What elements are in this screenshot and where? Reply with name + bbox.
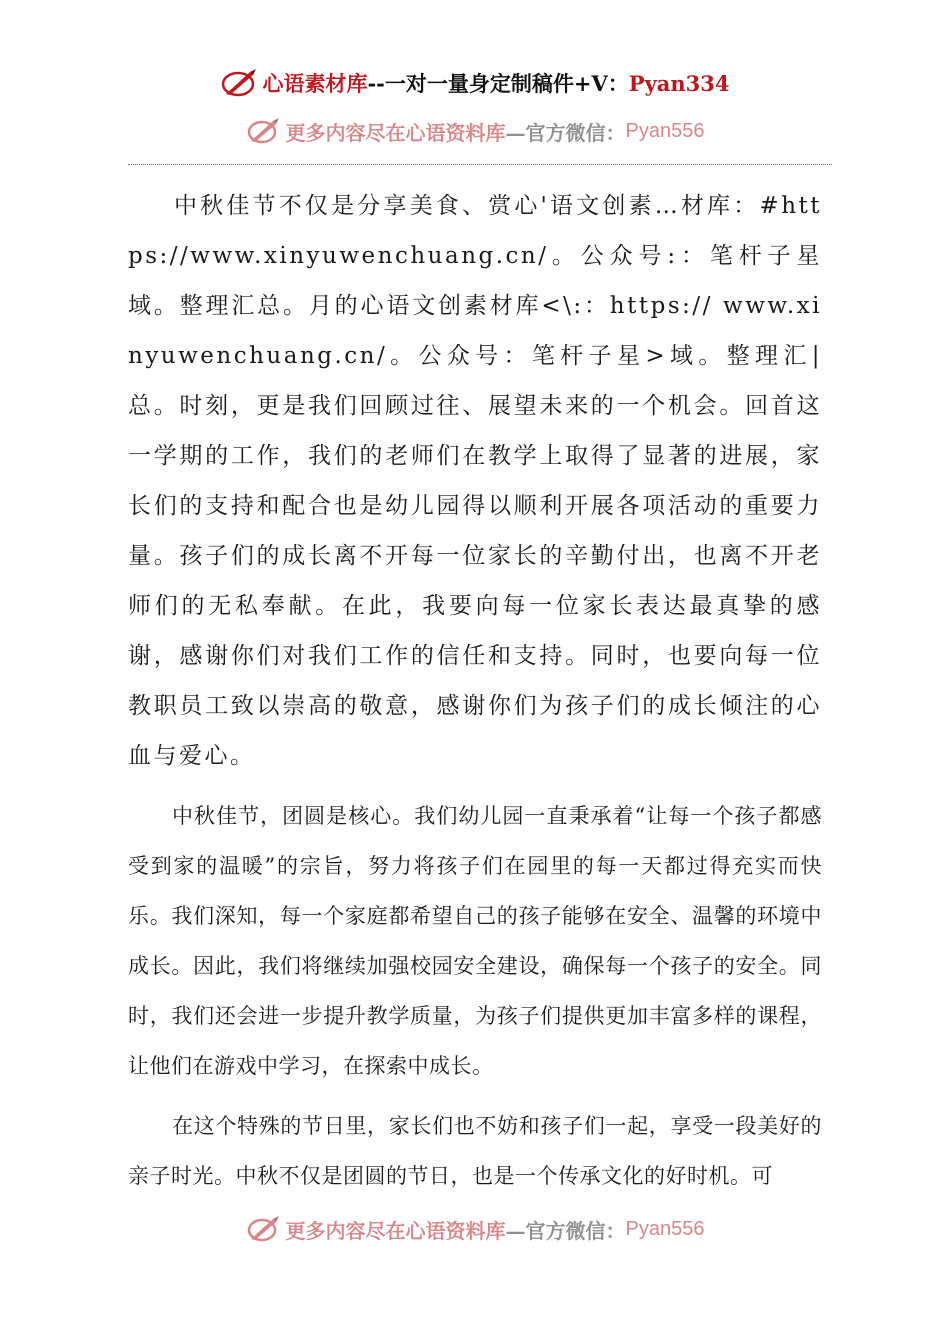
paragraph: 中秋佳节，团圆是核心。我们幼儿园一直秉承着“让每一个孩子都感受到家的温暖”的宗旨，努力将孩子们在园里的每一天都过得充实而快乐。我们深知，每一个家庭都希望自己的孩子能够在安全、温馨的环境中成长。因此，我们将继续加强校园安全建设，确保每一个孩子的安全。同时，我们还会进一步提升教学质量，为孩子们提供更加丰富多样的课程，让他们在游戏中学习，在探索中成长。 [128,804,822,1078]
footer-official: —官方微信： [505,1218,626,1243]
paragraph: 中秋佳节不仅是分享美食、赏心'语文创素…材库：#https://www.xinyuwenchuang.cn/。公众号:：笔杆子星域。整理汇总。月的心语文创素材库<\:：https:// www.xinyuwenchuang.cn/。公众号：笔杆子星>域。整理汇|总。时刻，更是我们回顾过往、展望未来的一个机会。回首这一学期的工作，我们的老师们在教学上取得了显著的进展，家长们的支持和配合也是幼儿园得以顺利开展各项活动的重要力量。孩子们的成长离不开每一位家长的辛勤付出，也离不开老师们的无私奉献。在此，我要向每一位家长表达最真挚的感谢，感谢你们对我们工作的信任和支持。同时，也要向每一位教职员工致以崇高的敬意，感谢你们为孩子们的成长倾注的心血与爱心。 [128,193,822,769]
footer-watermark-banner [0,1211,950,1247]
header-banner [0,64,950,102]
footer-code: Pyan556 [625,1217,705,1240]
quill-pen-logo-icon [220,68,260,98]
header-dash: -- [367,70,385,96]
header-plus-v: +V： [573,71,629,96]
header-tagline: 一对一量身定制稿件 [384,71,574,96]
watermark-code: Pyan556 [625,119,705,142]
quill-pen-logo-icon [246,1215,282,1243]
watermark-official: —官方微信： [505,120,626,145]
header-wechat-id: Pyan334 [628,70,730,96]
quill-pen-logo-icon [246,117,282,145]
brand-name: 心语素材库 [262,71,368,96]
header-divider [128,164,832,165]
document-body [128,181,822,1201]
watermark-banner [0,113,950,149]
footer-text: 更多内容尽在心语资料库 [285,1218,506,1243]
paragraph: 在这个特殊的节日里，家长们也不妨和孩子们一起，享受一段美好的亲子时光。中秋不仅是团圆的节日，也是一个传承文化的好时机。可 [128,1114,822,1188]
watermark-text: 更多内容尽在心语资料库 [285,120,506,145]
